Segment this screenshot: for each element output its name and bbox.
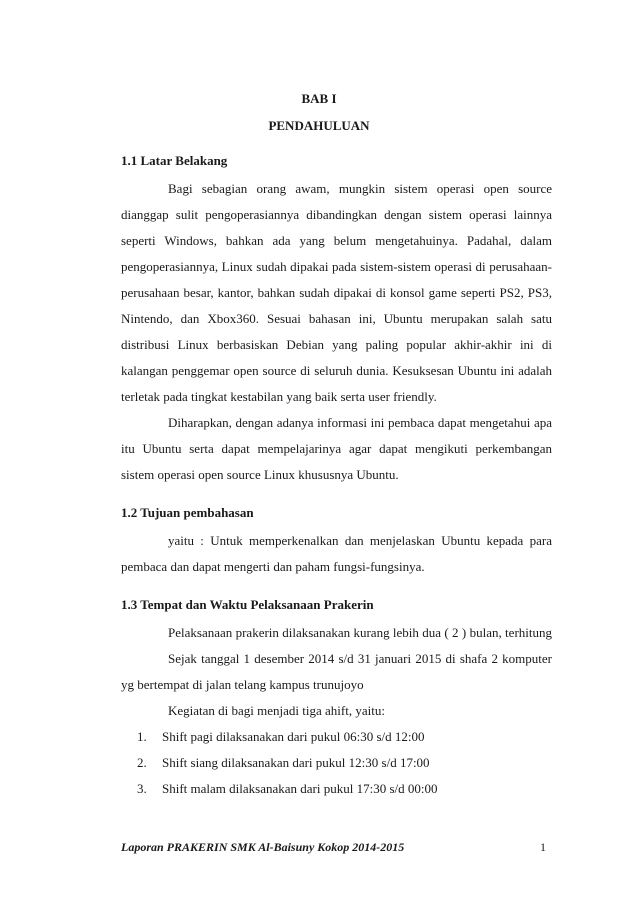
paragraph-line: seperti Windows, bahkan ada yang belum mengetahuinya. Padahal, dalam <box>121 233 552 248</box>
paragraph-line: yg bertempat di jalan telang kampus trunujoyo <box>121 677 364 692</box>
paragraph-line: terletak pada tingkat kestabilan yang baik serta user friendly. <box>121 389 437 404</box>
section-heading: 1.1 Latar Belakang <box>121 153 228 168</box>
paragraph-line: Bagi sebagian orang awam, mungkin sistem operasi open source <box>168 181 552 196</box>
paragraph-line: pembaca dan dapat mengerti dan paham fungsi-fungsinya. <box>121 559 425 574</box>
list-item-number: 3. <box>137 781 147 796</box>
list-item: Shift malam dilaksanakan dari pukul 17:30 s/d 00:00 <box>162 781 438 796</box>
list-item: Shift siang dilaksanakan dari pukul 12:30 s/d 17:00 <box>162 755 430 770</box>
paragraph-line: Nintendo, dan Xbox360. Sesuai bahasan ini, Ubuntu merupakan salah satu <box>121 311 552 326</box>
chapter-number: BAB I <box>301 91 337 106</box>
list-item-number: 2. <box>137 755 147 770</box>
paragraph-line: Pelaksanaan prakerin dilaksanakan kurang lebih dua ( 2 ) bulan, terhitung <box>168 625 552 640</box>
paragraph-line: yaitu : Untuk memperkenalkan dan menjelaskan Ubuntu kepada para <box>168 533 552 548</box>
paragraph-line: distribusi Linux berbasiskan Debian yang paling popular akhir-akhir ini di <box>121 337 552 352</box>
page-number: 1 <box>540 840 546 854</box>
list-item-number: 1. <box>137 729 147 744</box>
chapter-title: PENDAHULUAN <box>268 118 370 133</box>
paragraph-line: dianggap sulit pengoperasiannya dibandingkan dengan sistem operasi lainnya <box>121 207 552 222</box>
paragraph-line: pengoperasiannya, Linux sudah dipakai pada sistem-sistem operasi di perusahaan- <box>121 259 552 274</box>
paragraph-line: kalangan penggemar open source di seluruh dunia. Kesuksesan Ubuntu ini adalah <box>121 363 552 378</box>
paragraph-line: Diharapkan, dengan adanya informasi ini pembaca dapat mengetahui apa <box>168 415 552 430</box>
section-heading: 1.2 Tujuan pembahasan <box>121 505 254 520</box>
section-heading: 1.3 Tempat dan Waktu Pelaksanaan Prakerin <box>121 597 374 612</box>
page-footer: Laporan PRAKERIN SMK Al-Baisuny Kokop 2014-2015 <box>121 840 405 854</box>
paragraph-line: itu Ubuntu serta dapat mempelajarinya agar dapat mengikuti perkembangan <box>121 441 552 456</box>
paragraph-line: Kegiatan di bagi menjadi tiga ahift, yaitu: <box>168 703 385 718</box>
paragraph-line: sistem operasi open source Linux khususnya Ubuntu. <box>121 467 399 482</box>
paragraph-line: perusahaan besar, kantor, bahkan sudah dipakai di konsol game seperti PS2, PS3, <box>121 285 552 300</box>
paragraph-line: Sejak tanggal 1 desember 2014 s/d 31 januari 2015 di shafa 2 komputer <box>168 651 552 666</box>
list-item: Shift pagi dilaksanakan dari pukul 06:30 s/d 12:00 <box>162 729 425 744</box>
